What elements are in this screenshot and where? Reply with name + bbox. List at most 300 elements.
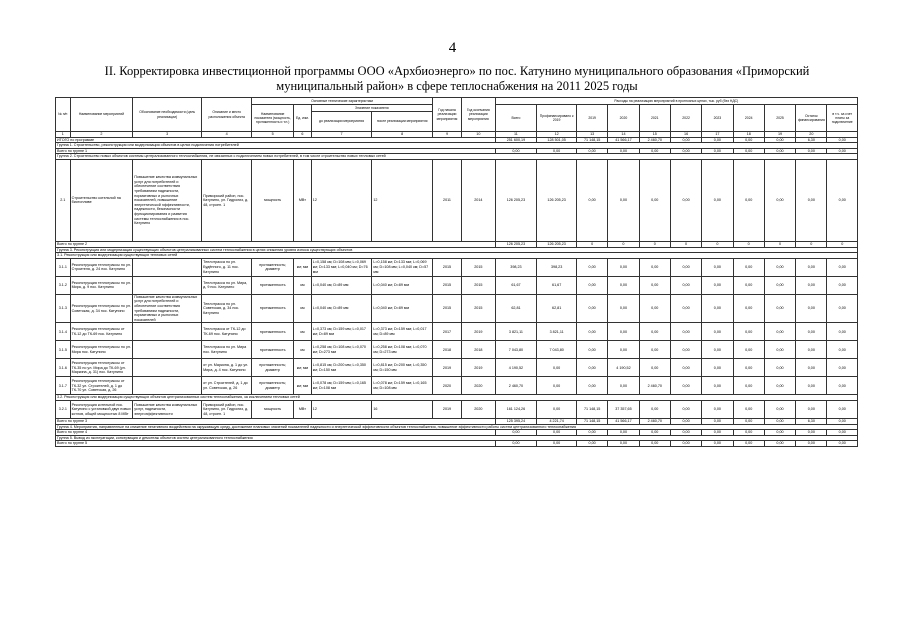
table-row [56, 276, 858, 294]
total-value: 0,00 [576, 441, 607, 447]
header-main-chars: Основные технические характеристики [252, 98, 433, 105]
table-row [56, 377, 858, 395]
row-value: 0,00 [670, 323, 701, 341]
total-value: 0,00 [670, 418, 701, 424]
column-number: 14 [608, 132, 639, 138]
row-value: 0,00 [796, 276, 827, 294]
row-value: 0,00 [764, 341, 795, 359]
row-value: 0,00 [639, 323, 670, 341]
row-value: 62,81 [495, 294, 537, 323]
row-location: Теплотрасса по ул. Мира пос. Катунино [202, 341, 252, 359]
row-name: Реконструкция теплотрассы от ТК-35 по ул. Мира до ТК-69 (ул. Маркина, д. 31) пос. Катунино [70, 359, 133, 377]
row-value: 37 357,65 [608, 400, 639, 418]
total-value: 0,00 [702, 418, 733, 424]
header-after: после реализации мероприятия [372, 112, 433, 132]
row-value: 0,00 [639, 294, 670, 323]
row-value: 0,00 [796, 258, 827, 276]
row-end-year: 2019 [462, 323, 495, 341]
total-label: Всего по группе 1 [56, 148, 496, 154]
row-number: 3.1.1 [56, 258, 71, 276]
row-value: 0,00 [733, 294, 764, 323]
total-value: 0,00 [827, 430, 858, 436]
column-number: 3 [133, 132, 202, 138]
row-value: 0,00 [733, 400, 764, 418]
total-value: 0,00 [537, 430, 577, 436]
total-value: 71 148,15 [576, 137, 607, 143]
row-start-year: 2018 [432, 341, 461, 359]
row-value: 0,00 [608, 341, 639, 359]
header-year-2020: 2020 [608, 105, 639, 132]
header-total: Всего [495, 105, 537, 132]
row-value: 0,00 [733, 258, 764, 276]
total-value: 0,00 [576, 430, 607, 436]
row-value: 398,23 [537, 258, 577, 276]
total-value: 0,00 [764, 418, 795, 424]
header-location: Описание и место расположения объекта [202, 98, 252, 132]
row-after: L=0,158 км; D=133 мм; L=0,069 км; D=108 мм; L=0,040 км; D=57 мм [372, 258, 433, 276]
row-after: 12 [372, 159, 433, 241]
column-number: 2 [70, 132, 133, 138]
total-value: 0,00 [495, 441, 537, 447]
row-value: 0,00 [827, 294, 858, 323]
total-value: 4 221,74 [537, 418, 577, 424]
row-start-year: 2019 [432, 400, 461, 418]
row-justification [133, 359, 202, 377]
row-name: Реконструкция теплотрассы по ул. Советская, д. 34 пос. Катунино [70, 294, 133, 323]
row-value: 0,00 [733, 359, 764, 377]
row-location: Приморский район, пос. Катунино, ул. Гидролиз, д. 48, строен. 1 [202, 159, 252, 241]
header-justification: Обоснование необходимости (цель реализации) [133, 98, 202, 132]
row-value: 0,00 [576, 159, 607, 241]
column-number: 17 [702, 132, 733, 138]
row-param: протяженность; диаметр [252, 377, 294, 395]
table-row [56, 400, 858, 418]
row-justification: Повышение качества коммунальных услуг, надежности, энергоэффективности [133, 400, 202, 418]
header-financed: Профинансировано к 2019 [537, 105, 577, 132]
total-value: 0,00 [576, 148, 607, 154]
row-value: 0,00 [827, 341, 858, 359]
row-value: 0,00 [827, 159, 858, 241]
row-value: 0,00 [537, 377, 577, 395]
total-value: 251 600,19 [495, 137, 537, 143]
header-year-2022: 2022 [670, 105, 701, 132]
row-param: мощность [252, 400, 294, 418]
total-value: 0 [608, 241, 639, 247]
row-justification [133, 341, 202, 359]
header-end-year: Год окончания реализации мероприятия [462, 98, 495, 132]
row-value: 0,00 [827, 258, 858, 276]
group-label: Группа 1. Строительство, реконструкция или модернизация объектов в целях подключения потребителей [56, 143, 858, 149]
header-value-group: Значение показателя [311, 105, 432, 112]
total-value: 6,30 [796, 137, 827, 143]
row-after: 16 [372, 400, 433, 418]
row-unit: км [294, 323, 312, 341]
row-param: протяженность [252, 341, 294, 359]
row-end-year: 2018 [462, 341, 495, 359]
total-value: 0,00 [639, 441, 670, 447]
group-label: Группа 4. Мероприятия, направленные на снижение негативного воздействия на окружающую среду, достижение плановых значений показателей надежности и энергетической эффективности объектов теплоснабжения, повышение эффективности работы систем централизованного теплоснабжения [56, 424, 858, 430]
row-value: 126 205,23 [495, 159, 537, 241]
column-number: 5 [252, 132, 294, 138]
total-label: Всего по группе 4 [56, 430, 496, 436]
row-value: 0,00 [796, 159, 827, 241]
row-end-year: 2015 [462, 258, 495, 276]
group-label: 3.2. Реконструкция или модернизация существующих объектов централизованных систем теплоснабжения, за исключением тепловых сетей [56, 395, 858, 401]
row-unit: км; мм [294, 377, 312, 395]
row-value: 0,00 [639, 276, 670, 294]
row-unit: МВт [294, 400, 312, 418]
column-number: 13 [576, 132, 607, 138]
row-value: 0,00 [733, 159, 764, 241]
total-value: 0 [733, 241, 764, 247]
row-before: L=0,078 км; D=159 мм; L=0,165 км; D=108 мм [311, 377, 372, 395]
row-name: Реконструкция теплотрассы от ТК-32 ул. Строителей, д. 1 до ТК-70 ул. Советская, д. 26 [70, 377, 133, 395]
row-before: L=0,258 км; D=108 мм; L=0,070 км; D=273 мм [311, 341, 372, 359]
total-value: 0,00 [537, 441, 577, 447]
column-number: 18 [733, 132, 764, 138]
total-value: 125 395,24 [495, 418, 537, 424]
header-year-2019: 2019 [576, 105, 607, 132]
column-number: 15 [639, 132, 670, 138]
row-location: от ул. Строителей, д. 1 до ул. Советская, д. 26 [202, 377, 252, 395]
row-value: 0,00 [764, 294, 795, 323]
row-number: 3.1.2 [56, 276, 71, 294]
total-value: 0,00 [670, 430, 701, 436]
header-before: до реализации мероприятия [311, 112, 372, 132]
row-justification: Повышение качества коммунальных услуг для потребителей и обеспечение соответствия требованиям надежности, нормативных и рыночных показателей [133, 294, 202, 323]
total-label: Всего по группе 5 [56, 441, 496, 447]
total-value: 0,00 [733, 430, 764, 436]
group-label: Группа 2. Строительство новых объектов системы централизованного теплоснабжения, не связанных с подключением новых потребителей, в том числе строительство новых тепловых сетей [56, 154, 858, 160]
total-value: 0,00 [670, 441, 701, 447]
row-before: 12 [311, 400, 372, 418]
row-name: Реконструкция теплотрассы от ТК-12 до ТК-69 пос. Катунино [70, 323, 133, 341]
total-value: 0,00 [639, 148, 670, 154]
table-row [56, 258, 858, 276]
row-value: 0,00 [639, 159, 670, 241]
total-value: 2 460,70 [639, 418, 670, 424]
row-value: 126 205,23 [537, 159, 577, 241]
row-number: 2.1 [56, 159, 71, 241]
total-value: 126 205,23 [495, 241, 537, 247]
header-incl-loan: в т.ч. за счет платы за подключение [827, 105, 858, 132]
total-value: 0,00 [495, 148, 537, 154]
row-value: 398,23 [495, 258, 537, 276]
row-end-year: 2019 [462, 359, 495, 377]
total-value: 0,00 [670, 148, 701, 154]
row-before: L=0,158 км; D=108 мм; L=0,069 км; D=133 мм; L=0,040 км; D=76 мм [311, 258, 372, 276]
total-value: 0,00 [537, 148, 577, 154]
row-end-year: 2015 [462, 294, 495, 323]
row-value: 0,00 [796, 377, 827, 395]
row-value: 0,00 [670, 258, 701, 276]
row-value: 0,00 [764, 400, 795, 418]
header-remaining: Остаток финансирования [796, 105, 827, 132]
row-justification [133, 377, 202, 395]
header-year-2023: 2023 [702, 105, 733, 132]
row-end-year: 2020 [462, 400, 495, 418]
total-value: 41 566,17 [608, 137, 639, 143]
row-param: протяженность [252, 323, 294, 341]
column-number: 12 [537, 132, 577, 138]
row-value: 3 821,11 [537, 323, 577, 341]
row-value: 2 460,70 [639, 377, 670, 395]
row-value: 7 043,80 [537, 341, 577, 359]
row-value: 161 124,26 [495, 400, 537, 418]
total-value: 0,00 [796, 430, 827, 436]
document-title: II. Корректировка инвестиционной программы ООО «Архбиоэнерго» по пос. Катунино муниципального образования «Приморский муниципальный район» в сфере теплоснабжения на 2011 2025 годы [104, 64, 810, 93]
row-value: 0,00 [702, 159, 733, 241]
row-value: 0,00 [764, 323, 795, 341]
row-value: 0,00 [608, 323, 639, 341]
row-unit: км; мм [294, 359, 312, 377]
column-number: 19 [764, 132, 795, 138]
header-start-year: Год начала реализации мероприятия [432, 98, 461, 132]
row-after: L=0,373 км; D=159 мм; L=0,017 км; D=89 мм [372, 323, 433, 341]
row-value: 0,00 [796, 323, 827, 341]
row-value: 0,00 [702, 400, 733, 418]
row-number: 3.1.3 [56, 294, 71, 323]
row-value: 61,67 [495, 276, 537, 294]
row-location: от ул. Маркина, д. 1 до ул. Мира, д. 4 пос. Катунино [202, 359, 252, 377]
total-value: 0 [576, 241, 607, 247]
total-value: 0,00 [733, 148, 764, 154]
total-value: 0,00 [670, 137, 701, 143]
page-number: 4 [448, 40, 457, 56]
row-value: 4 190,52 [608, 359, 639, 377]
header-costs: Расходы на реализацию мероприятий в прогнозных ценах, тыс. руб (без НДС) [495, 98, 857, 105]
total-value: 0,00 [796, 441, 827, 447]
row-value: 0,00 [639, 258, 670, 276]
table-row [56, 359, 858, 377]
row-unit: км [294, 341, 312, 359]
total-value: 0,00 [827, 441, 858, 447]
row-value: 0,00 [670, 276, 701, 294]
row-value: 0,00 [702, 341, 733, 359]
column-number: 20 [796, 132, 827, 138]
row-after: L=0,078 км; D=159 мм; L=0,165 км; D=108 мм [372, 377, 433, 395]
row-value: 0,00 [733, 341, 764, 359]
total-value: 0 [827, 241, 858, 247]
total-value: 0,00 [764, 137, 795, 143]
row-value: 0,00 [608, 276, 639, 294]
row-value: 0,00 [827, 276, 858, 294]
column-number: 10 [462, 132, 495, 138]
row-after: L=0,258 км; D=108 мм; L=0,070 км; D=273 мм [372, 341, 433, 359]
group-label: Группа 5. Вывод из эксплуатации, консервация и демонтаж объектов систем централизованного теплоснабжения [56, 435, 858, 441]
row-value: 2 460,70 [495, 377, 537, 395]
row-value: 0,00 [764, 258, 795, 276]
total-value: 0,00 [495, 430, 537, 436]
row-location: Теплотрасса от ТК-12 до ТК-69 пос. Катунино [202, 323, 252, 341]
row-value: 0,00 [608, 258, 639, 276]
row-value: 0,00 [764, 159, 795, 241]
total-value: 126 205,23 [537, 241, 577, 247]
total-value: 128 501,05 [537, 137, 577, 143]
total-value: 0,00 [639, 430, 670, 436]
column-number: 9 [432, 132, 461, 138]
row-number: 3.2.1 [56, 400, 71, 418]
header-param: Наименование показателя (мощность, протяженность и т.п.) [252, 105, 294, 132]
row-value: 0,00 [796, 359, 827, 377]
row-value: 0,00 [702, 377, 733, 395]
table-row [56, 159, 858, 241]
header-year-2025: 2025 [764, 105, 795, 132]
row-justification [133, 276, 202, 294]
row-value: 0,00 [702, 359, 733, 377]
row-justification [133, 323, 202, 341]
row-after: L=0,040 км; D=89 мм [372, 294, 433, 323]
total-value: 0 [764, 241, 795, 247]
row-value: 0,00 [702, 294, 733, 323]
total-value: 0,00 [702, 441, 733, 447]
row-value: 0,00 [827, 323, 858, 341]
row-value: 0,00 [796, 400, 827, 418]
column-number: 1 [56, 132, 71, 138]
total-value: 0,00 [608, 441, 639, 447]
total-label: Всего по группе 2 [56, 241, 496, 247]
row-start-year: 2015 [432, 258, 461, 276]
row-number: 3.1.7 [56, 377, 71, 395]
row-unit: км [294, 294, 312, 323]
total-value: 0,00 [733, 137, 764, 143]
row-value: 0,00 [576, 341, 607, 359]
row-param: протяженность; диаметр [252, 258, 294, 276]
row-value: 3 821,11 [495, 323, 537, 341]
row-value: 0,00 [733, 323, 764, 341]
total-value: 0,00 [764, 148, 795, 154]
row-value: 0,00 [639, 359, 670, 377]
total-value: 41 566,17 [608, 418, 639, 424]
row-value: 0,00 [576, 294, 607, 323]
row-value: 0,00 [827, 400, 858, 418]
row-value: 0,00 [576, 323, 607, 341]
total-value: 71 148,15 [576, 418, 607, 424]
header-name: Наименование мероприятий [70, 98, 133, 132]
row-value: 0,00 [639, 341, 670, 359]
row-value: 0,00 [608, 377, 639, 395]
row-start-year: 2015 [432, 276, 461, 294]
row-end-year: 2014 [462, 159, 495, 241]
row-name: Строительство котельной на биотопливе [70, 159, 133, 241]
row-value: 0,00 [796, 341, 827, 359]
row-value: 0,00 [827, 359, 858, 377]
row-location: Теплотрасса по ул. Будённого, д. 11 пос. Катунино [202, 258, 252, 276]
total-value: 0,00 [702, 430, 733, 436]
row-value: 0,00 [827, 377, 858, 395]
row-value: 62,81 [537, 294, 577, 323]
group-label: Группа 3. Реконструкция или модернизация существующих объектов централизованных систем теплоснабжения в целях снижения уровня износа существующих объектов [56, 247, 858, 253]
row-before: L=0,040 км; D=89 мм [311, 276, 372, 294]
row-number: 3.1.5 [56, 341, 71, 359]
header-unit: Ед. изм. [294, 105, 312, 132]
total-value: 0 [670, 241, 701, 247]
row-value: 0,00 [702, 258, 733, 276]
row-start-year: 2017 [432, 323, 461, 341]
row-name: Реконструкция теплотрассы по ул. Строителя, д. 24 пос. Катунино [70, 258, 133, 276]
row-justification: Повышение качества коммунальных услуг для потребителей и обеспечение соответствия требованиям надежности, нормативных и рыночных показателей, повышение энергетической эффективности, надежности, безопасности функционирования и развития системы теплоснабжения в пос. Катунино [133, 159, 202, 241]
row-value: 0,00 [670, 359, 701, 377]
row-justification [133, 258, 202, 276]
row-number: 3.1.4 [56, 323, 71, 341]
row-value: 0,00 [764, 359, 795, 377]
investment-program-table [55, 97, 858, 447]
row-start-year: 2019 [432, 359, 461, 377]
row-value: 0,00 [733, 276, 764, 294]
column-number: 6 [294, 132, 312, 138]
row-value: 0,00 [670, 400, 701, 418]
row-value: 0,00 [639, 400, 670, 418]
total-value: 0,00 [733, 418, 764, 424]
total-value: 0,00 [608, 148, 639, 154]
total-value: 0,00 [764, 441, 795, 447]
table-row [56, 294, 858, 323]
row-value: 0,00 [576, 377, 607, 395]
total-value: 6,30 [796, 418, 827, 424]
row-value: 7 043,80 [495, 341, 537, 359]
row-number: 3.1.6 [56, 359, 71, 377]
row-location: Приморский район, пос. Катунино, ул. Гидролиз, д. 48, строен. 1 [202, 400, 252, 418]
total-value: 0,00 [827, 148, 858, 154]
total-value: 0,00 [827, 137, 858, 143]
total-value: 0 [796, 241, 827, 247]
total-value: 0 [639, 241, 670, 247]
row-name: Реконструкция котельной пос. Катунино с установкой двух новых котлов, общей мощностью 8 МВт [70, 400, 133, 418]
row-value: 0,00 [764, 276, 795, 294]
row-param: протяженность [252, 276, 294, 294]
row-value: 0,00 [670, 294, 701, 323]
row-value: 71 148,15 [576, 400, 607, 418]
row-unit: км [294, 276, 312, 294]
row-end-year: 2020 [462, 377, 495, 395]
row-value: 0,00 [576, 258, 607, 276]
row-after: L=0,040 км; D=89 мм [372, 276, 433, 294]
row-end-year: 2015 [462, 276, 495, 294]
row-value: 0,00 [537, 400, 577, 418]
column-number: 4 [202, 132, 252, 138]
total-label: ИТОГО по программе [56, 137, 496, 143]
table-row [56, 341, 858, 359]
total-value: 0,00 [827, 418, 858, 424]
row-value: 0,00 [670, 159, 701, 241]
row-start-year: 2020 [432, 377, 461, 395]
total-value: 0,00 [702, 137, 733, 143]
total-value: 0,00 [796, 148, 827, 154]
row-before: L=0,815 км; D=200 мм; L=0,350 км; D=150 мм [311, 359, 372, 377]
total-value: 0,00 [702, 148, 733, 154]
row-value: 0,00 [702, 276, 733, 294]
column-number: 8 [372, 132, 433, 138]
row-value: 0,00 [608, 294, 639, 323]
table-row [56, 323, 858, 341]
row-param: протяженность [252, 294, 294, 323]
row-value: 0,00 [733, 377, 764, 395]
total-row [56, 441, 858, 447]
row-before: L=0,040 км; D=89 мм [311, 294, 372, 323]
total-value: 0,00 [764, 430, 795, 436]
total-value: 0,00 [733, 441, 764, 447]
row-before: 12 [311, 159, 372, 241]
row-after: L=0,815 км; D=200 мм; L=0,350 км; D=150 мм [372, 359, 433, 377]
row-value: 4 190,52 [495, 359, 537, 377]
row-unit: км; мм [294, 258, 312, 276]
total-label: Всего по группе 3 [56, 418, 496, 424]
header-year-2021: 2021 [639, 105, 670, 132]
row-value: 0,00 [537, 359, 577, 377]
header-year-2024: 2024 [733, 105, 764, 132]
total-value: 0,00 [608, 430, 639, 436]
row-before: L=0,373 км; D=159 мм; L=0,017 км; D=89 мм [311, 323, 372, 341]
